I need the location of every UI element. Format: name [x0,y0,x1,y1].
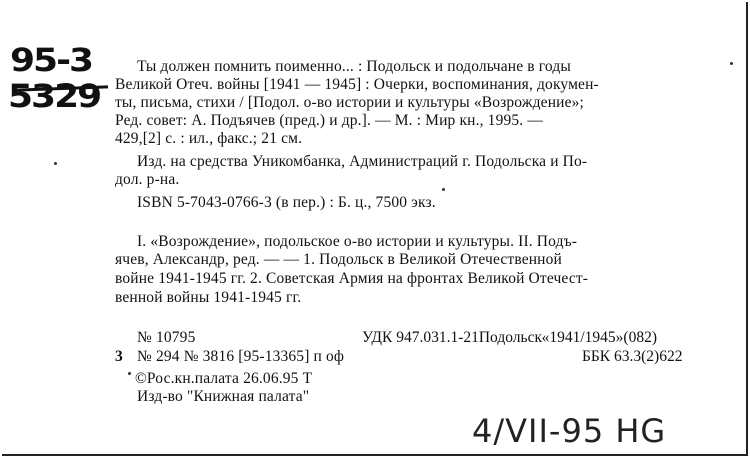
card-marker: 3 [115,348,123,365]
main-entry-line: 429,[2] с. : ил., факс.; 21 см. [115,130,303,147]
speck [54,162,57,165]
isbn-line: ISBN 5-7043-0766-3 (в пер.) : Б. ц., 7500 экз. [137,194,436,211]
handwritten-call-number-bottom: 5329 [8,78,101,115]
registration-line: № 294 № 3816 [95-13365] п оф [137,348,345,365]
note-line: дол. р-на. [115,171,180,188]
main-entry-line: Великой Отеч. войны [1941 — 1945] : Очерки, воспоминания, докумен- [115,76,599,93]
udk-code: УДК 947.031.1-21Подольск«1941/1945»(082) [362,329,657,346]
tracing-line: I. «Возрождение», подольское о-во истории и культуры. II. Подъ- [137,233,578,250]
speck [128,372,131,375]
main-entry-line: Ред. совет: А. Подъячев (пред.) и др.]. — М. : Мир кн., 1995. — [115,112,543,129]
main-entry-line: ты, письма, стихи / [Подол. о-во истории и культуры «Возрождение»; [115,94,584,111]
card-number: № 10795 [137,329,196,346]
note-line: Изд. на средства Уникомбанка, Администраций г. Подольска и По- [137,153,588,170]
tracing-line: венной войны 1941-1945 гг. [115,289,302,306]
catalog-card [2,2,748,456]
handwritten-call-number-top: 95-3 [10,42,93,79]
speck [442,188,445,191]
tracing-line: войне 1941-1945 гг. 2. Советская Армия на фронтах Великой Отечест- [115,270,589,287]
speck [730,62,733,65]
tracing-line: ячев, Александр, ред. — — 1. Подольск в Великой Отечественной [115,251,562,268]
main-entry-line: Ты должен помнить поименно... : Подольск и подольчане в годы [137,58,571,75]
publisher-line: Изд-во "Книжная палата" [137,388,310,405]
handwritten-date-note: 4/VII-95 HG [472,412,667,450]
copyright-line: ©Рос.кн.палата 26.06.95 Т [135,370,313,387]
bbk-code: ББК 63.3(2)622 [582,348,683,365]
